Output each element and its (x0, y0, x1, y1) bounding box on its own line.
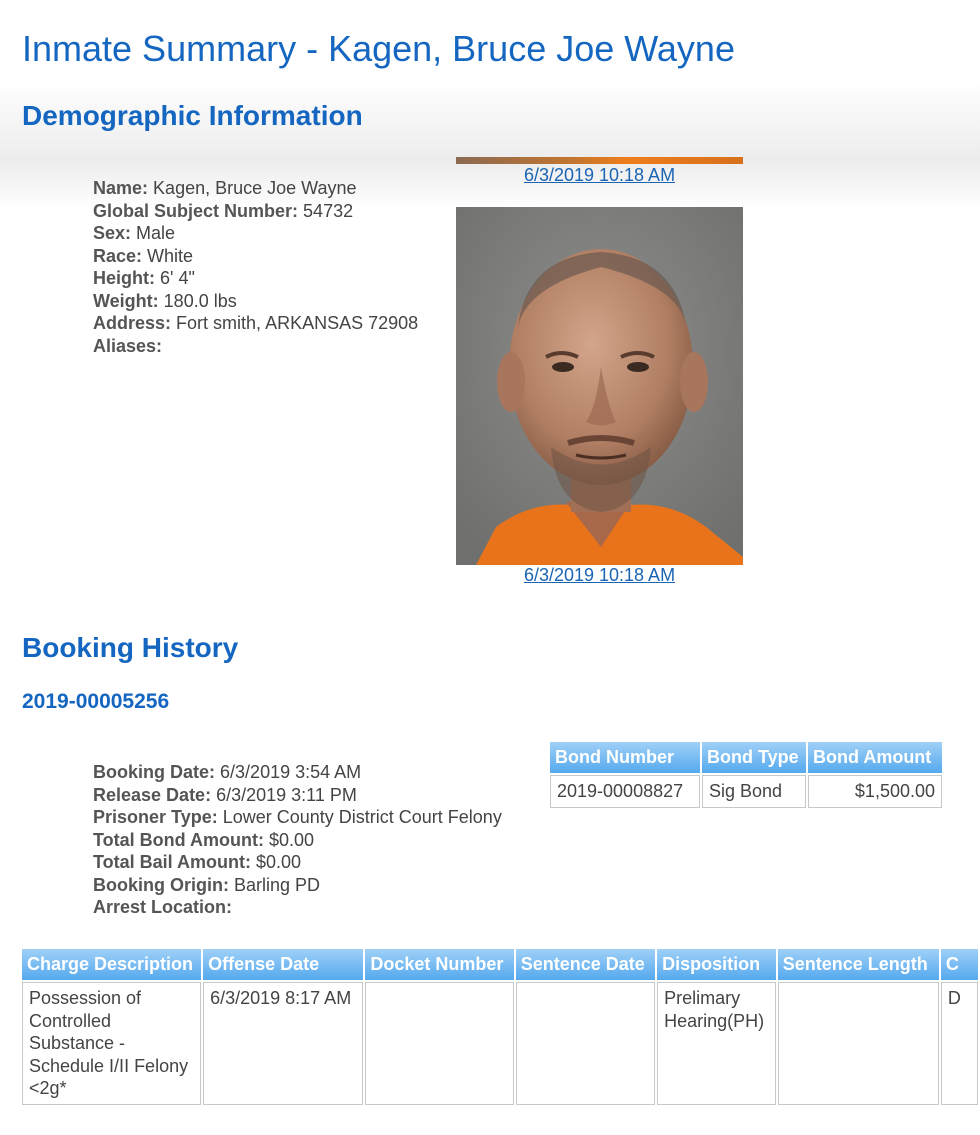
truncated-column-header[interactable]: C (941, 949, 978, 980)
table-row (22, 982, 978, 1105)
total-bond-amount-row (93, 829, 502, 852)
booking-date-label: Booking Date: (93, 762, 216, 782)
arrest-location-row (93, 896, 502, 919)
sex-row (93, 222, 418, 245)
race-value: White (147, 245, 194, 266)
weight-row (93, 290, 418, 313)
booking-number: 2019-00005256 (22, 690, 170, 713)
total-bail-amount-label: Total Bail Amount: (93, 852, 251, 872)
bond-type-cell: Sig Bond (702, 775, 806, 808)
bond-amount-cell: $1,500.00 (808, 775, 942, 808)
mugshot-date-link[interactable]: 6/3/2019 10:18 AM (523, 565, 676, 585)
race-row (93, 245, 418, 268)
total-bond-amount-value: $0.00 (268, 829, 315, 850)
demographic-heading: Demographic Information (22, 100, 363, 131)
mugshot-photo[interactable] (456, 207, 743, 565)
sentence-date-header[interactable]: Sentence Date (516, 949, 655, 980)
aliases-row (93, 335, 418, 358)
height-label: Height: (93, 268, 155, 288)
bond-type-header[interactable]: Bond Type (702, 742, 806, 773)
global-subject-number-value: 54732 (303, 200, 354, 221)
previous-photo-thumbnail[interactable] (456, 157, 743, 164)
weight-label: Weight: (93, 290, 159, 311)
sex-value: Male (136, 223, 176, 243)
charge-description-cell: Possession of Controlled Substance - Schedule I/II Felony <2g* (22, 982, 201, 1105)
prisoner-type-value: Lower County District Court Felony (222, 807, 502, 827)
total-bail-amount-value: $0.00 (256, 852, 302, 872)
total-bond-amount-label: Total Bond Amount: (93, 829, 264, 850)
sentence-length-header[interactable]: Sentence Length (778, 949, 939, 980)
release-date-row (93, 784, 502, 807)
truncated-column-cell: D (941, 982, 978, 1105)
sentence-date-cell (516, 982, 655, 1105)
weight-value: 180.0 lbs (163, 290, 237, 311)
height-value: 6' 4" (160, 268, 195, 288)
prisoner-type-label: Prisoner Type: (93, 807, 218, 827)
bond-table (548, 740, 944, 810)
arrest-location-label: Arrest Location: (93, 897, 233, 917)
sentence-length-cell (778, 982, 939, 1105)
release-date-value: 6/3/2019 3:11 PM (216, 784, 357, 805)
disposition-cell: Prelimary Hearing(PH) (657, 982, 776, 1105)
sex-label: Sex: (93, 223, 132, 243)
bond-amount-header[interactable]: Bond Amount (808, 742, 942, 773)
demographic-info (93, 177, 418, 357)
bond-number-cell: 2019-00008827 (550, 775, 700, 808)
booking-date-row (93, 761, 502, 784)
charge-table-header-row (22, 949, 978, 980)
release-date-label: Release Date: (93, 784, 212, 805)
aliases-label: Aliases: (93, 335, 163, 356)
charge-table (20, 947, 980, 1107)
bond-number-header[interactable]: Bond Number (550, 742, 700, 773)
booking-history-heading: Booking History (22, 632, 239, 663)
address-row (93, 312, 418, 335)
name-value: Kagen, Bruce Joe Wayne (153, 178, 357, 198)
global-subject-number-row (93, 200, 418, 223)
total-bail-amount-row (93, 851, 502, 874)
booking-origin-row (93, 874, 502, 897)
booking-date-value: 6/3/2019 3:54 AM (220, 762, 362, 782)
docket-number-cell (365, 982, 513, 1105)
booking-origin-value: Barling PD (234, 874, 321, 895)
bond-table-header-row (550, 742, 942, 773)
charge-description-header[interactable]: Charge Description (22, 949, 201, 980)
name-row (93, 177, 418, 200)
address-value: Fort smith, ARKANSAS 72908 (176, 313, 419, 333)
global-subject-number-label: Global Subject Number: (93, 200, 299, 221)
table-row (550, 775, 942, 808)
offense-date-header[interactable]: Offense Date (203, 949, 363, 980)
photo-date-link[interactable]: 6/3/2019 10:18 AM (523, 165, 676, 185)
race-label: Race: (93, 245, 143, 266)
offense-date-cell: 6/3/2019 8:17 AM (203, 982, 363, 1105)
booking-info (93, 761, 502, 919)
docket-number-header[interactable]: Docket Number (365, 949, 513, 980)
height-row (93, 267, 418, 290)
page-title: Inmate Summary - Kagen, Bruce Joe Wayne (22, 28, 735, 69)
name-label: Name: (93, 178, 149, 198)
disposition-header[interactable]: Disposition (657, 949, 776, 980)
booking-origin-label: Booking Origin: (93, 874, 229, 895)
prisoner-type-row (93, 806, 502, 829)
address-label: Address: (93, 313, 172, 333)
